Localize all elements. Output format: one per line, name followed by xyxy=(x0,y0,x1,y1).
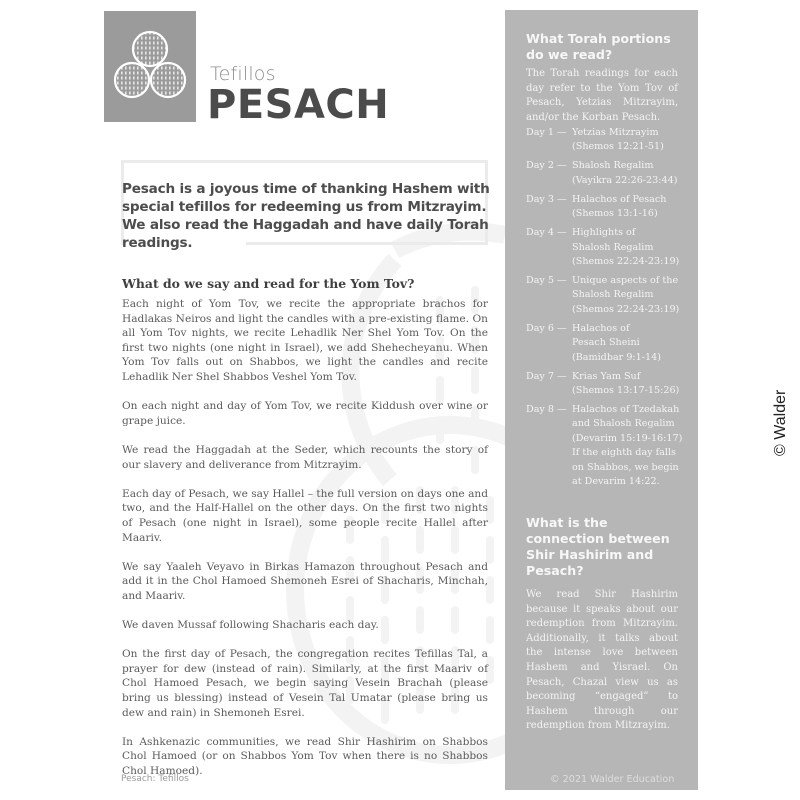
day-reading-line: (Shemos 22:24-23:19) xyxy=(572,256,680,268)
day-reading-line: and Shalosh Regalim xyxy=(572,418,675,430)
day-reading-line: Shalosh Regalim xyxy=(572,289,654,301)
day-reading-line: at Devarim 14:22. xyxy=(572,476,660,488)
intro-callout-text: Pesach is a joyous time of thanking Hashem with special tefillos for redeeming us from Mitzrayim. We also read the Haggadah and have daily Torah readings. xyxy=(122,181,490,251)
day-reading-line: (Vayikra 22:26-23:44) xyxy=(572,174,678,186)
day-reading-line: Halachos of Tzedakah xyxy=(572,404,680,416)
day-reading-item xyxy=(526,159,696,188)
sidebar-intro: The Torah readings for each day refer to the Yom Tov of Pesach, Yetzias Mitzrayim, and/or the Korban Pesach. xyxy=(526,68,678,123)
day-reading-line: (Devarim 15:19-16:17) xyxy=(572,432,683,444)
day-reading-line: Shalosh Regalim xyxy=(572,241,654,253)
day-label: Day 4 — xyxy=(526,227,567,239)
body-paragraph: In Ashkenazic communities, we read Shir Hashirim on Shabbos Chol Hamoed (or on Shabbos Yom Tov when there is no Shabbos Chol Hamoed). xyxy=(122,735,488,777)
body-paragraph: Each day of Pesach, we say Hallel – the full version on days one and two, and the Half-Hallel on the other days. On the first two nights of Pesach (one night in Israel), some people recite Hallel after Maariv. xyxy=(122,487,488,544)
day-label: Day 7 — xyxy=(526,370,567,382)
day-reading-line: on Shabbos, we begin xyxy=(572,461,679,473)
day-reading-line: If the eighth day falls xyxy=(572,447,676,459)
day-reading-line: Unique aspects of the xyxy=(572,275,679,287)
day-reading-item xyxy=(526,370,696,399)
logo xyxy=(104,11,196,122)
torah-readings-list xyxy=(526,126,696,494)
day-reading-line: (Shemos 12:21-51) xyxy=(572,141,664,153)
day-reading-line: Yetzias Mitzrayim xyxy=(572,127,659,138)
body-paragraph: We say Yaaleh Veyavo in Birkas Hamazon throughout Pesach and add it in the Chol Hamoed Shemoneh Esrei of Shacharis, Minchah, and Maariv. xyxy=(122,560,488,602)
page-footer-label: Pesach: Tefillos xyxy=(121,774,189,784)
day-label: Day 3 — xyxy=(526,193,567,205)
vertical-copyright: © Walder xyxy=(772,389,789,456)
day-reading-item xyxy=(526,226,696,269)
day-reading-line: (Shemos 13:17-15:26) xyxy=(572,385,680,397)
day-reading-line: Highlights of xyxy=(572,227,636,239)
day-reading-line: (Bamidbar 9:1-14) xyxy=(572,351,661,363)
body-paragraph: Each night of Yom Tov, we recite the appropriate brachos for Hadlakas Neiros and light the candles with a pre-existing flame. On all Yom Tov nights, we recite Lehadlik Ner Shel Yom Tov. On the first two nights (one night in Israel), we add Shehecheyanu. When Yom Tov falls out on Shabbos, we light the candles and recite Lehadlik Ner Shel Shabbos Veshel Yom Tov. xyxy=(122,298,488,383)
day-reading-line: (Shemos 22:24-23:19) xyxy=(572,303,680,315)
day-reading-item xyxy=(526,322,696,365)
sidebar-heading-torah-portions: What Torah portions do we read? xyxy=(526,31,671,62)
body-paragraph: We read the Haggadah at the Seder, which recounts the story of our slavery and deliverance from Mitzrayim. xyxy=(122,443,488,471)
day-reading-line: (Shemos 13:1-16) xyxy=(572,208,658,220)
body-paragraph: On each night and day of Yom Tov, we recite Kiddush over wine or grape juice. xyxy=(122,400,488,427)
day-reading-line: Pesach Sheini xyxy=(572,337,640,349)
sidebar-heading-shir-hashirim: What is the connection between Shir Hashirim and Pesach? xyxy=(526,515,670,578)
day-reading-line: Krias Yam Suf xyxy=(572,370,641,382)
day-reading-item xyxy=(526,403,696,489)
day-reading-line: Shalosh Regalim xyxy=(572,160,654,172)
sidebar xyxy=(505,10,698,790)
main-body xyxy=(122,297,488,793)
page-title: PESACH xyxy=(207,82,390,128)
day-label: Day 6 — xyxy=(526,322,567,334)
day-reading-item xyxy=(526,193,696,222)
day-reading-item xyxy=(526,274,696,317)
day-label: Day 5 — xyxy=(526,275,567,287)
day-reading-line: Halachos of xyxy=(572,322,630,334)
page-subtitle: Tefillos xyxy=(210,63,276,85)
section-heading: What do we say and read for the Yom Tov? xyxy=(122,276,415,291)
day-label: Day 1 — xyxy=(526,127,567,138)
sidebar-body: We read Shir Hashirim because it speaks about our redemption from Mitzrayim. Additionally, it talks about the intense love between Hashem and Yisrael. On Pesach, Chazal view us as becoming “engaged” to Hashem through our redemption from Mitzrayim. xyxy=(526,589,678,732)
body-paragraph: We daven Mussaf following Shacharis each day. xyxy=(122,619,379,632)
day-reading-line: Halachos of Pesach xyxy=(572,193,667,205)
sidebar-copyright: © 2021 Walder Education xyxy=(550,774,675,785)
body-paragraph: On the first day of Pesach, the congregation recites Tefillas Tal, a prayer for dew (instead of rain). Similarly, at the first Maariv of Chol Hamoed Pesach, we begin saying Vesein Brachah (please bring us blessing) instead of Vesein Tal Umatar (please bring us dew and rain) in Shemoneh Esrei. xyxy=(122,648,488,719)
day-label: Day 8 — xyxy=(526,404,567,416)
day-reading-item xyxy=(526,126,696,155)
day-label: Day 2 — xyxy=(526,160,567,172)
three-matzos-icon xyxy=(104,11,196,122)
